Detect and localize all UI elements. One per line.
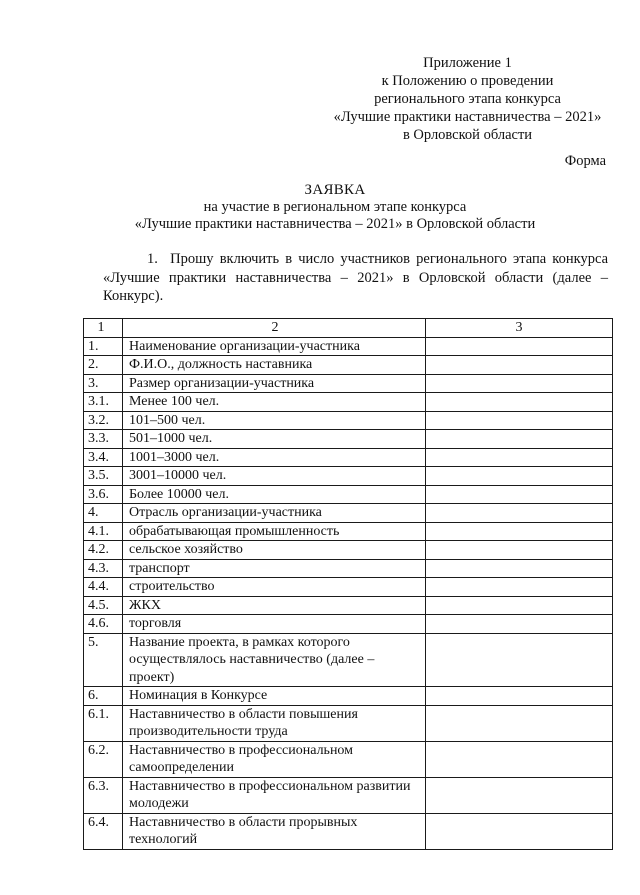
row-number-cell: 6. [84, 687, 123, 706]
form-label: Форма [564, 153, 606, 169]
row-number-cell: 3.3. [84, 430, 123, 449]
table-header-row [84, 319, 613, 338]
table-row [84, 559, 613, 578]
row-value-cell[interactable] [426, 741, 613, 777]
row-number-cell: 6.3. [84, 777, 123, 813]
paragraph-text: Прошу включить в число участников регионального этапа конкурса «Лучшие практики наставничества – 2021» в Орловской области (далее – Конкурс). [103, 251, 609, 304]
row-number-cell: 4.4. [84, 578, 123, 597]
row-label-cell: Наставничество в области повышения производительности труда [123, 705, 426, 741]
document-title: ЗАЯВКА [304, 182, 366, 198]
row-number-cell: 4.2. [84, 541, 123, 560]
appendix-line: к Положению о проведении [381, 73, 554, 89]
table-row [84, 411, 613, 430]
row-label-cell: Размер организации-участника [123, 374, 426, 393]
row-value-cell[interactable] [426, 596, 613, 615]
row-value-cell[interactable] [426, 633, 613, 687]
row-value-cell[interactable] [426, 504, 613, 523]
row-value-cell[interactable] [426, 705, 613, 741]
row-number-cell: 5. [84, 633, 123, 687]
document-subtitle-line: «Лучшие практики наставничества – 2021» в Орловской области [134, 216, 536, 232]
table-row [84, 741, 613, 777]
row-value-cell[interactable] [426, 485, 613, 504]
row-number-cell: 4. [84, 504, 123, 523]
row-number-cell: 4.1. [84, 522, 123, 541]
paragraph-number: 1. [147, 251, 158, 267]
row-value-cell[interactable] [426, 522, 613, 541]
row-number-cell: 1. [84, 337, 123, 356]
row-label-cell: Менее 100 чел. [123, 393, 426, 412]
column-header: 2 [123, 319, 426, 338]
table-row [84, 541, 613, 560]
table-row [84, 705, 613, 741]
table-row [84, 485, 613, 504]
table-row [84, 356, 613, 375]
row-value-cell[interactable] [426, 356, 613, 375]
request-paragraph [103, 250, 608, 306]
row-label-cell: 1001–3000 чел. [123, 448, 426, 467]
table-row [84, 596, 613, 615]
row-label-cell: Отрасль организации-участника [123, 504, 426, 523]
row-number-cell: 6.2. [84, 741, 123, 777]
row-label-cell: Наименование организации-участника [123, 337, 426, 356]
table-row [84, 374, 613, 393]
row-label-cell: торговля [123, 615, 426, 634]
row-value-cell[interactable] [426, 337, 613, 356]
row-value-cell[interactable] [426, 687, 613, 706]
row-number-cell: 2. [84, 356, 123, 375]
application-table [83, 318, 613, 850]
appendix-line: регионального этапа конкурса [374, 91, 561, 107]
row-label-cell: 501–1000 чел. [123, 430, 426, 449]
row-number-cell: 3.2. [84, 411, 123, 430]
row-number-cell: 4.6. [84, 615, 123, 634]
row-label-cell: 3001–10000 чел. [123, 467, 426, 486]
row-value-cell[interactable] [426, 430, 613, 449]
row-label-cell: Название проекта, в рамках которого осуществлялось наставничество (далее – проект) [123, 633, 426, 687]
row-label-cell: Номинация в Конкурсе [123, 687, 426, 706]
row-value-cell[interactable] [426, 578, 613, 597]
table-row [84, 430, 613, 449]
row-label-cell: Наставничество в профессиональном развитии молодежи [123, 777, 426, 813]
row-value-cell[interactable] [426, 393, 613, 412]
row-value-cell[interactable] [426, 615, 613, 634]
row-label-cell: Более 10000 чел. [123, 485, 426, 504]
table-row [84, 633, 613, 687]
table-row [84, 504, 613, 523]
table-row [84, 813, 613, 849]
appendix-header [300, 54, 635, 144]
row-label-cell: ЖКХ [123, 596, 426, 615]
table-row [84, 615, 613, 634]
appendix-line: в Орловской области [402, 127, 533, 143]
row-value-cell[interactable] [426, 374, 613, 393]
row-number-cell: 3.4. [84, 448, 123, 467]
document-subtitle-line: на участие в региональном этапе конкурса [203, 199, 467, 215]
row-value-cell[interactable] [426, 777, 613, 813]
document-heading [0, 182, 640, 233]
row-value-cell[interactable] [426, 541, 613, 560]
row-value-cell[interactable] [426, 813, 613, 849]
table-row [84, 337, 613, 356]
row-value-cell[interactable] [426, 559, 613, 578]
column-header: 3 [426, 319, 613, 338]
row-value-cell[interactable] [426, 467, 613, 486]
row-number-cell: 6.4. [84, 813, 123, 849]
row-label-cell: 101–500 чел. [123, 411, 426, 430]
table-row [84, 467, 613, 486]
row-number-cell: 3.6. [84, 485, 123, 504]
table-row [84, 578, 613, 597]
row-value-cell[interactable] [426, 448, 613, 467]
row-number-cell: 3.5. [84, 467, 123, 486]
table-row [84, 687, 613, 706]
row-value-cell[interactable] [426, 411, 613, 430]
row-label-cell: строительство [123, 578, 426, 597]
row-label-cell: Ф.И.О., должность наставника [123, 356, 426, 375]
row-number-cell: 4.3. [84, 559, 123, 578]
appendix-line: «Лучшие практики наставничества – 2021» [333, 109, 602, 125]
column-header: 1 [84, 319, 123, 338]
table-row [84, 393, 613, 412]
row-number-cell: 3.1. [84, 393, 123, 412]
row-label-cell: Наставничество в профессиональном самоопределении [123, 741, 426, 777]
row-number-cell: 3. [84, 374, 123, 393]
table-row [84, 777, 613, 813]
row-label-cell: транспорт [123, 559, 426, 578]
row-label-cell: сельское хозяйство [123, 541, 426, 560]
row-label-cell: обрабатывающая промышленность [123, 522, 426, 541]
row-number-cell: 4.5. [84, 596, 123, 615]
row-number-cell: 6.1. [84, 705, 123, 741]
table-row [84, 448, 613, 467]
table-row [84, 522, 613, 541]
appendix-line: Приложение 1 [423, 55, 512, 71]
row-label-cell: Наставничество в области прорывных технологий [123, 813, 426, 849]
